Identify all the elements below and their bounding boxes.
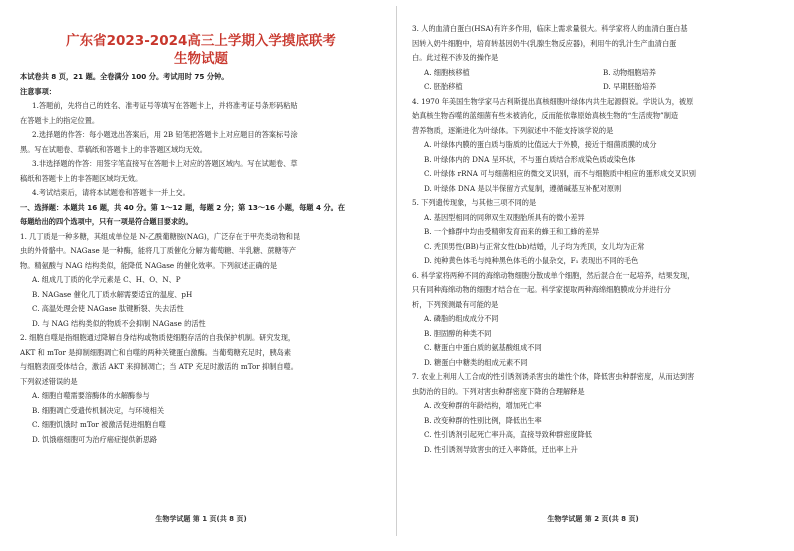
q7-option-c: C. 性引诱剂引起死亡率升高，直接导致种群密度降低 — [424, 430, 592, 439]
q4-option-a: A. 叶绿体内膜的蛋白质与脂质的比值远大于外膜，接近于细菌质膜的成分 — [424, 140, 657, 149]
instructions — [20, 70, 390, 447]
q5-option-b: B. 一个蜂群中均由受精卵发育而来的蜂王和工蜂的差异 — [424, 227, 600, 236]
q7-option-b: B. 改变种群的性别比例，降低出生率 — [424, 415, 542, 425]
notice-line: 黑。写在试题卷、草稿纸和答题卡上的非答题区域均无效。 — [20, 144, 207, 154]
question-3: 3. 人的血清白蛋白(HSA)有许多作用，临床上需求量很大。科学家将人的血清白蛋白基 — [412, 24, 688, 33]
question-1: 1. 几丁质是一种多糖，其组成单位是 N-乙酰葡糖胺(NAG)，广泛存在于甲壳类动物和昆 — [20, 231, 301, 241]
question-2-cont: 与细胞表面受体结合，激活 AKT 来抑制凋亡；当 ATP 充足时激活的 mTor 抑制自噬。 — [20, 362, 298, 371]
notice-line: 3.非选择题的作答：用签字笔直接写在答题卡上对应的答题区域内。写在试题卷、草 — [32, 159, 298, 168]
q2-option-a: A. 细胞自噬需要溶酶体的水解酶参与 — [32, 391, 150, 400]
q4-option-d: D. 叶绿体 DNA 是以半保留方式复制，遵循碱基互补配对原则 — [424, 183, 622, 193]
section-heading: 一、选择题：本题共 16 题，共 40 分。第 1～12 题，每题 2 分；第 13～16 小题，每题 4 分。在 — [20, 202, 346, 212]
q5-option-d: D. 纯种黄色体毛与纯种黑色体毛的小鼠杂交，F₁ 表现出不同的毛色 — [424, 256, 639, 265]
q3-option-a: A. 细胞核移植 — [424, 67, 470, 77]
q6-option-c: C. 糖蛋白中蛋白质的氨基酸组成不同 — [424, 343, 542, 352]
q5-option-c: C. 秃顶男性(BB)与正常女性(bb)结婚，儿子均为秃顶，女儿均为正常 — [424, 241, 645, 251]
exam-info: 本试卷共 8 页，21 题。全卷满分 100 分。考试用时 75 分钟。 — [20, 72, 229, 81]
q7-option-d: D. 性引诱剂导致害虫的迁入率降低，迁出率上升 — [424, 444, 578, 454]
q6-option-b: B. 胆固醇的种类不同 — [424, 328, 492, 338]
q2-option-c: C. 细胞饥饿时 mTor 被激活促进细胞自噬 — [32, 420, 166, 429]
page-2 — [404, 0, 782, 551]
q1-option-d: D. 与 NAG 结构类似的物质不会抑制 NAGase 的活性 — [32, 318, 206, 328]
question-2: 2. 细胞自噬是指细胞通过降解自身结构或物质使细胞存活的自我保护机制。研究发现， — [20, 333, 296, 342]
notice-line: 1.答题前，先将自己的姓名、准考证号等填写在答题卡上，并将准考证号条形码粘贴 — [32, 101, 298, 110]
question-6: 6. 科学家将两种不同的海绵动物细胞分散成单个细胞，然后混合在一起培养，结果发现， — [412, 270, 695, 280]
q2-option-d: D. 饥饿癌细胞可为治疗癌症提供新思路 — [32, 434, 158, 444]
notice-line: 2.选择题的作答：每小题选出答案后，用 2B 铅笔把答题卡上对应题目的答案标号涂 — [32, 130, 298, 139]
question-3-cont: 白。此过程不涉及的操作是 — [412, 53, 499, 62]
q1-option-c: C. 高温处理会使 NAGase 肽键断裂、失去活性 — [32, 304, 184, 313]
notice-line: 4.考试结束后，请将本试题卷和答题卡一并上交。 — [32, 188, 190, 197]
q3-option-d: D. 早期胚胎培养 — [603, 82, 657, 91]
question-1-cont: 物。精氨酸与 NAG 结构类似，能降低 NAGase 的催化效率。下列叙述正确的是 — [20, 260, 278, 270]
page-footer: 生物学试题 第 2 页(共 8 页) — [547, 515, 639, 523]
question-6-cont: 析，下列预测最有可能的是 — [412, 299, 499, 309]
question-6-cont: 只有同种海绵动物的细胞才结合在一起。科学家提取两种海绵细胞膜成分并进行分 — [412, 285, 671, 294]
q6-option-d: D. 糖蛋白中糖类的组成元素不同 — [424, 357, 528, 367]
q3-option-c: C. 胚胎移植 — [424, 82, 463, 91]
q4-option-c: C. 叶绿体 rRNA 可与细菌相应的微交叉识别，而不与细胞质中相应的蛋形成交叉识别 — [424, 169, 696, 178]
question-4-cont: 始真核生物吞噬的蓝细菌有些未被消化，反而能依靠原始真核生物的“生活废物”制造 — [412, 111, 679, 120]
question-2-cont: 下列叙述错误的是 — [20, 376, 78, 386]
notice-heading: 注意事项： — [20, 86, 56, 96]
exam-title: 广东省2023-2024高三上学期入学摸底联考 — [66, 33, 336, 49]
q3-option-b: B. 动物细胞培养 — [603, 67, 656, 77]
section-heading-cont: 每题给出的四个选项中，只有一项是符合题目要求的。 — [20, 217, 193, 226]
question-7-cont: 虫防治的目的。下列对害虫种群密度下降的合理解释是 — [412, 386, 585, 396]
question-3-cont: 因转入奶牛细胞中，培育转基因奶牛(乳腺生物反应器)，利用牛的乳汁生产血清白蛋 — [412, 38, 677, 48]
q4-option-b: B. 叶绿体内的 DNA 呈环状，不与蛋白质结合形成染色质或染色体 — [424, 154, 636, 164]
page-1 — [12, 0, 390, 551]
notice-line: 在答题卡上的指定位置。 — [20, 115, 100, 125]
question-2-cont: AKT 和 mTor 是抑制细胞凋亡和自噬的两种关键蛋白激酶。当葡萄糖充足时，胰岛素 — [20, 347, 292, 357]
subject-title: 生物试题 — [174, 51, 228, 67]
q1-option-a: A. 组成几丁质的化学元素是 C、H、O、N、P — [32, 275, 181, 284]
q7-option-a: A. 改变种群的年龄结构，增加死亡率 — [424, 401, 542, 410]
question-4-cont: 营养物质，逐渐进化为叶绿体。下列叙述中不能支持该学说的是 — [412, 125, 614, 135]
q3-options-row — [412, 66, 782, 81]
question-5: 5. 下列遗传现象，与其他三项不同的是 — [412, 198, 537, 207]
q6-option-a: A. 磷脂的组成成分不同 — [424, 314, 499, 323]
q2-option-b: B. 细胞凋亡受遗传机制决定，与环境相关 — [32, 405, 165, 415]
q5-option-a: A. 基因型相同的同卵双生双胞胎所具有的微小差异 — [424, 212, 585, 222]
question-4: 4. 1970 年美国生物学家马古利斯提出真核细胞叶绿体内共生起源假说。学说认为，被原 — [412, 96, 694, 106]
notice-line: 稿纸和答题卡上的非答题区域均无效。 — [20, 173, 143, 183]
question-1-cont: 虫的外骨骼中。NAGase 是一种酶，能将几丁质催化分解为葡萄糖、半乳糖、蔗糖等产 — [20, 246, 297, 255]
questions-3-7 — [412, 22, 782, 457]
q3-options-row — [412, 80, 782, 95]
q1-option-b: B. NAGase 催化几丁质水解需要适宜的温度、pH — [32, 289, 193, 299]
page-divider — [396, 6, 397, 536]
page-footer: 生物学试题 第 1 页(共 8 页) — [155, 515, 247, 523]
question-7: 7. 农业上利用人工合成的性引诱剂诱杀害虫的雄性个体，降低害虫种群密度，从而达到害 — [412, 372, 695, 381]
